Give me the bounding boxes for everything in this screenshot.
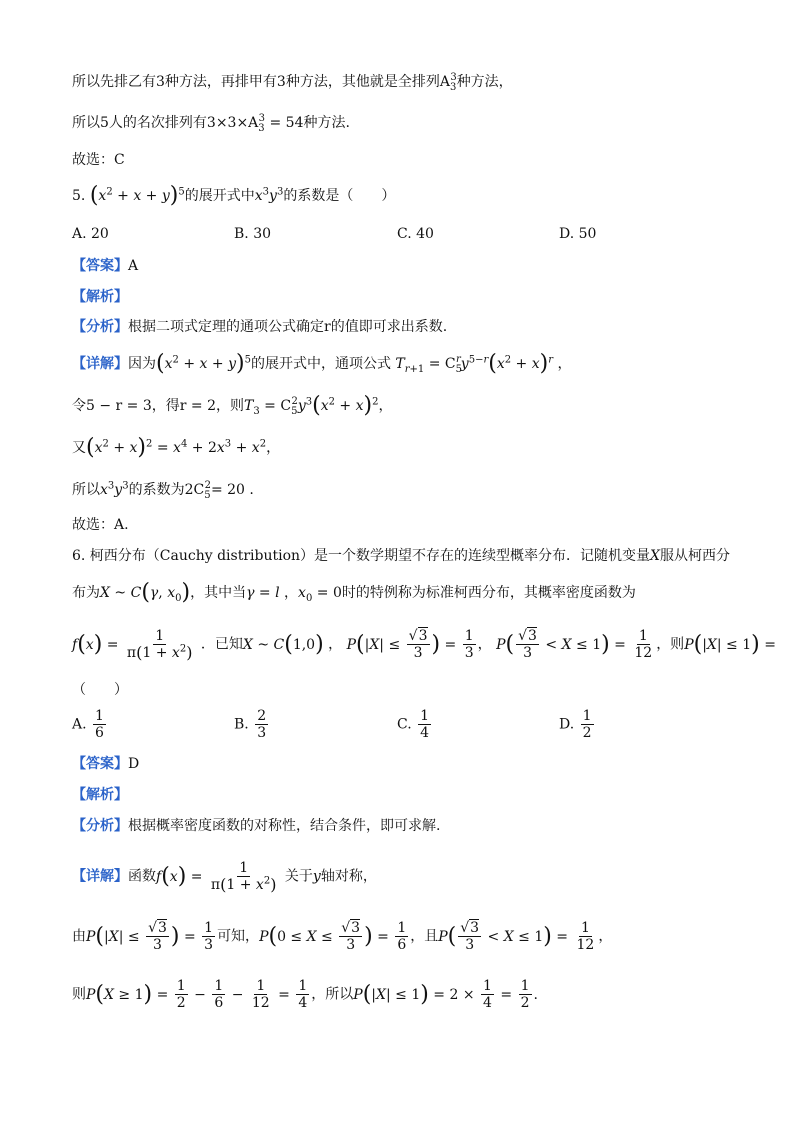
text: 根据概率密度函数的对称性，结合条件，即可求解. <box>128 818 441 834</box>
detail-line: 又$(x^2 + x)^2 = x^4 + 2x^3 + x^2$， <box>72 435 281 460</box>
text: 时的特例称为标准柯西分布，其概率密度函数为 <box>341 585 636 601</box>
text: 函数 <box>128 868 156 885</box>
option-c <box>397 708 433 741</box>
denominator: 6 <box>95 725 104 741</box>
option-d: D. 50 <box>559 226 597 242</box>
text: 所以 <box>72 482 100 498</box>
denominator: 4 <box>420 725 430 741</box>
question-5: 5. $(x^2 + x + y)^5$的展开式中$x^3y^3$的系数是（ ） <box>72 183 396 208</box>
text: ．已知 <box>200 636 243 653</box>
jiexi-label: 【解析】 <box>72 787 128 803</box>
option-letter: D. <box>559 716 575 733</box>
answer-tag: 【答案】 <box>72 258 128 274</box>
question-6-line-3: f(x) = $\frac{1}{\pi(1 + x^2)}$ ．已知X ~ C(1,0) ， P(|X| ≤ $\frac{√3}{3}$ ) = $\frac{1}{3}$ ， P( $\frac{√3}{3}$ < X ≤ 1) = $\frac{1}{12}$ ，则P(|X| ≤ 1) = <box>72 628 776 662</box>
text: 的展开式中，通项公式 <box>250 356 391 372</box>
answer-value: D <box>128 756 140 772</box>
option-d <box>559 708 596 741</box>
detail-line: 由P(|X| ≤ $\frac{√3}{3}$ ) = $\frac{1}{3}$ 可知，P(0 ≤ X ≤ $\frac{√3}{3}$ ) = $\frac{1}{6}$ ，且P( $\frac{√3}{3}$ < X ≤ 1) = $\frac{1}{12}$ ， <box>72 920 613 953</box>
answer-choice-line: 故选：A. <box>72 517 129 533</box>
answer-value: A <box>128 258 139 274</box>
answer-line <box>72 256 138 276</box>
text: 关于 <box>284 868 313 885</box>
option-letter: B. <box>234 716 249 733</box>
text: 服从柯西分 <box>660 548 731 564</box>
numerator: 1 <box>582 708 592 724</box>
text: ，则 <box>656 636 685 653</box>
detail-line: 所以$x^3y^3$的系数为$2C_5^2= 20$ . <box>72 480 254 501</box>
question-6-paren: （ ） <box>72 682 128 698</box>
option-letter: C. <box>397 716 412 733</box>
xiangjie-tag: 【详解】 <box>72 356 128 372</box>
question-number: 5. <box>72 188 86 204</box>
text: ，且 <box>410 928 439 945</box>
text: 由 <box>72 928 86 945</box>
text: 又 <box>72 440 86 456</box>
text: 布为 <box>72 585 100 601</box>
numerator: 1 <box>420 708 430 724</box>
text: 根据二项式定理的通项公式确定r的值即可求出系数. <box>128 319 448 335</box>
denominator: 3 <box>257 725 267 741</box>
fenxi-tag: 【分析】 <box>72 319 128 335</box>
answer-tag: 【答案】 <box>72 756 128 772</box>
text: 则 <box>72 986 86 1003</box>
question-6-line-2: 布为X ~ C(γ, $x_0$)，其中当γ = l ，$x_0 = 0$时的特例称为标准柯西分布，其概率密度函数为 <box>72 580 636 605</box>
option-letter: A. <box>72 716 87 733</box>
denominator: 2 <box>582 725 592 741</box>
jiexi-label: 【解析】 <box>72 289 128 305</box>
option-b: B. 30 <box>234 226 272 242</box>
detail-line: 令5 − r = 3，得r = 2，则$T_3 = C_5^2y^3(x^2 + x)^2$， <box>72 393 393 418</box>
text-line: 所以5人的名次排列有$3\times 3\times A_3^3 = 54$种方法. <box>72 113 350 134</box>
text: 可知， <box>217 928 260 945</box>
text: ，其中当 <box>190 585 247 601</box>
option-c: C. 40 <box>397 226 434 242</box>
text: 所以5人的名次排列有3×3×A <box>72 115 259 131</box>
text: 6. 柯西分布（Cauchy distribution）是一个数学期望不存在的连续型概率分布．记随机变量 <box>72 548 651 564</box>
detail-line: 【详解】因为$(x^2 + x + y)^5$的展开式中，通项公式 $T_{r+1} = C_5^ry^{5-r}(x^2 + x)^r$ ， <box>72 351 572 376</box>
text: 轴对称， <box>320 868 377 885</box>
question-6-line-1: 6. 柯西分布（Cauchy distribution）是一个数学期望不存在的连续型概率分布．记随机变量X服从柯西分 <box>72 548 731 564</box>
text: ，所以 <box>311 986 354 1003</box>
option-a <box>72 708 108 741</box>
text: 的展开式中 <box>184 188 255 204</box>
detail-line: 【详解】函数f(x) = $\frac{1}{\pi(1 + x^2)}$ 关于y轴对称， <box>72 860 377 894</box>
text: 种方法， <box>456 74 513 90</box>
numerator: 1 <box>95 708 104 724</box>
jiexi-tag <box>72 785 128 805</box>
text: 令5 − r = 3，得r = 2，则 <box>72 398 244 414</box>
fenxi-line <box>72 317 447 337</box>
option-a: A. 20 <box>72 226 109 242</box>
formula: 2C <box>184 482 205 498</box>
text: 所以先排乙有3种方法，再排甲有3种方法，其他就是全排列A <box>72 74 450 90</box>
numerator: 2 <box>257 708 267 724</box>
text: = 54种方法. <box>269 115 350 131</box>
text: 因为 <box>128 356 156 372</box>
text: 的系数是（ ） <box>283 188 396 204</box>
option-b <box>234 708 270 741</box>
xiangjie-tag: 【详解】 <box>72 868 128 885</box>
answer-choice-line: 故选：C <box>72 152 125 168</box>
formula: = 20 . <box>210 482 254 498</box>
jiexi-tag <box>72 287 128 307</box>
detail-line: 则P(X ≥ 1) = $\frac{1}{2}$ − $\frac{1}{6}$ − $\frac{1}{12}$ = $\frac{1}{4}$ ，所以P(|X| ≤ 1) = 2 × $\frac{1}{4}$ = $\frac{1}{2}$ . <box>72 978 538 1011</box>
text: 的系数为 <box>128 482 185 498</box>
text-line: 所以先排乙有3种方法，再排甲有3种方法，其他就是全排列$A_3^3$种方法， <box>72 72 513 93</box>
fenxi-tag: 【分析】 <box>72 818 128 834</box>
fenxi-line <box>72 816 440 836</box>
answer-line <box>72 754 139 774</box>
